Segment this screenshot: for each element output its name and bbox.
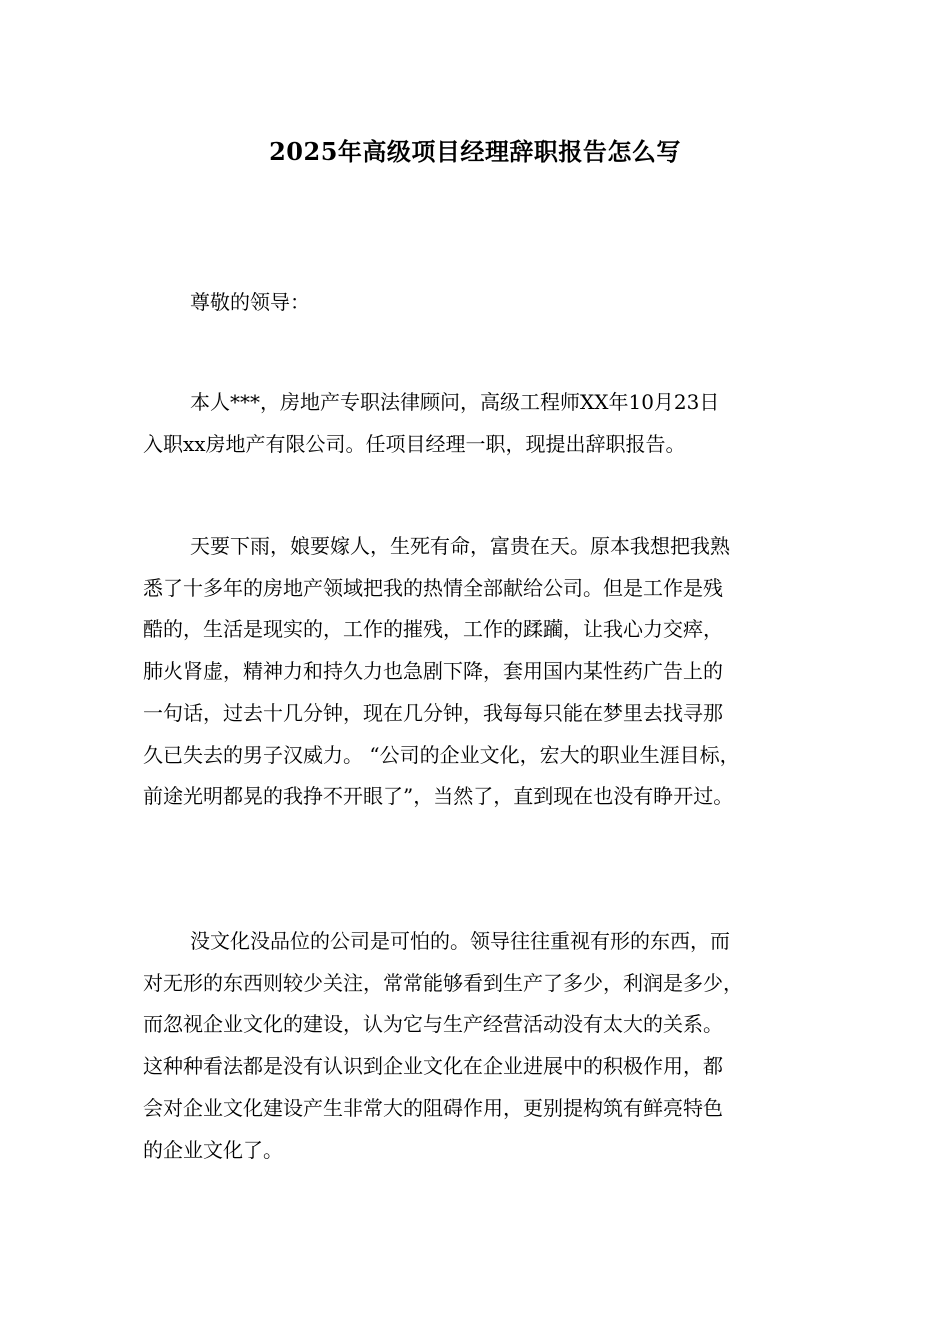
paragraph-line: 会对企业文化建设产生非常大的阻碍作用，更别提构筑有鲜亮特色 [143,1095,723,1120]
paragraph-line: 对无形的东西则较少关注，常常能够看到生产了多少，利润是多少， [143,970,743,995]
paragraph-3 [143,921,833,1171]
document-title: 2025年高级项目经理辞职报告怎么写 [269,137,681,166]
paragraph-line: 本人***，房地产专职法律顾问，高级工程师XX年10月23日 [190,390,720,414]
paragraph-line: 而忽视企业文化的建设，认为它与生产经营活动没有太大的关系。 [143,1012,723,1037]
paragraph-line: 的企业文化了。 [143,1137,283,1162]
paragraph-line: 肺火肾虚，精神力和持久力也急剧下降，套用国内某性药广告上的 [143,659,723,684]
paragraph-line: 久已失去的男子汉威力。 “公司的企业文化，宏大的职业生涯目标， [143,742,740,767]
paragraph-line: 天要下雨，娘要嫁人，生死有命，富贵在天。原本我想把我熟 [190,534,730,558]
paragraph-line: 酷的，生活是现实的，工作的摧残，工作的蹂躏，让我心力交瘁， [143,617,723,642]
paragraph-line: 入职xx房地产有限公司。任项目经理一职，现提出辞职报告。 [143,431,686,456]
paragraph-1 [143,382,833,465]
salutation: 尊敬的领导： [190,290,310,314]
paragraph-line: 前途光明都晃的我挣不开眼了”，当然了，直到现在也没有睁开过。 [143,784,734,809]
paragraph-2 [143,526,833,818]
paragraph-line: 悉了十多年的房地产领域把我的热情全部献给公司。但是工作是残 [143,575,723,600]
paragraph-line: 这种种看法都是没有认识到企业文化在企业进展中的积极作用，都 [143,1054,723,1079]
paragraph-line: 没文化没品位的公司是可怕的。领导往往重视有形的东西，而 [190,929,730,953]
paragraph-line: 一句话，过去十几分钟，现在几分钟，我每每只能在梦里去找寻那 [143,700,723,725]
